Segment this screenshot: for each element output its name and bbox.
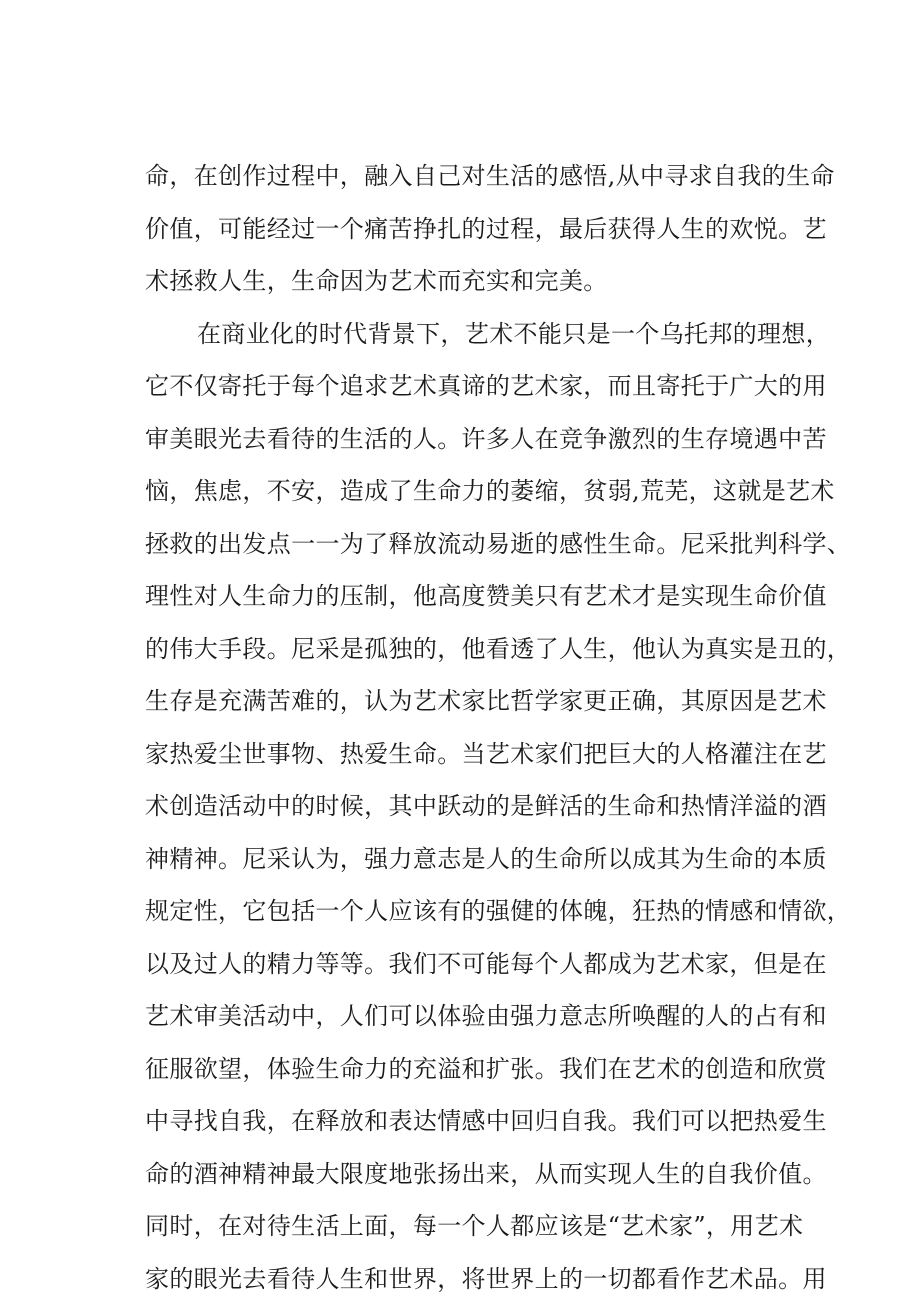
- text-line: 家热爱尘世事物、热爱生命。当艺术家们把巨大的人格灌注在艺: [145, 728, 795, 781]
- text-line: 神精神。尼采认为，强力意志是人的生命所以成其为生命的本质: [145, 833, 795, 886]
- paragraph-first-line: 在商业化的时代背景下，艺术不能只是一个乌托邦的理想，: [145, 308, 795, 361]
- text-line: 家的眼光去看待人生和世界，将世界上的一切都看作艺术品。用: [145, 1253, 795, 1305]
- body-text: [145, 150, 795, 1305]
- text-line: 中寻找自我，在释放和表达情感中回归自我。我们可以把热爱生: [145, 1095, 795, 1148]
- text-line: 生存是充满苦难的，认为艺术家比哲学家更正确，其原因是艺术: [145, 675, 795, 728]
- text-line: 艺术审美活动中，人们可以体验由强力意志所唤醒的人的占有和: [145, 990, 795, 1043]
- text-line: 术拯救人生，生命因为艺术而充实和完美。: [145, 255, 795, 308]
- text-line: 以及过人的精力等等。我们不可能每个人都成为艺术家，但是在: [145, 938, 795, 991]
- text-line: 理性对人生命力的压制，他高度赞美只有艺术才是实现生命价值: [145, 570, 795, 623]
- text-line: 拯救的出发点一一为了释放流动易逝的感性生命。尼采批判科学、: [145, 518, 795, 571]
- text-line: 它不仅寄托于每个追求艺术真谛的艺术家，而且寄托于广大的用: [145, 360, 795, 413]
- text-line: 术创造活动中的时候，其中跃动的是鲜活的生命和热情洋溢的酒: [145, 780, 795, 833]
- text-line: 同时，在对待生活上面，每一个人都应该是“艺术家”，用艺术: [145, 1200, 795, 1253]
- text-line: 审美眼光去看待的生活的人。许多人在竞争激烈的生存境遇中苦: [145, 413, 795, 466]
- text-line: 征服欲望，体验生命力的充溢和扩张。我们在艺术的创造和欣赏: [145, 1043, 795, 1096]
- text-line: 价值，可能经过一个痛苦挣扎的过程，最后获得人生的欢悦。艺: [145, 203, 795, 256]
- text-line: 命的酒神精神最大限度地张扬出来，从而实现人生的自我价值。: [145, 1148, 795, 1201]
- text-line: 恼，焦虑，不安，造成了生命力的萎缩，贫弱,荒芜，这就是艺术: [145, 465, 795, 518]
- text-line: 命，在创作过程中，融入自己对生活的感悟,从中寻求自我的生命: [145, 150, 795, 203]
- text-line: 的伟大手段。尼采是孤独的，他看透了人生，他认为真实是丑的，: [145, 623, 795, 676]
- text-line: 规定性，它包括一个人应该有的强健的体魄，狂热的情感和情欲，: [145, 885, 795, 938]
